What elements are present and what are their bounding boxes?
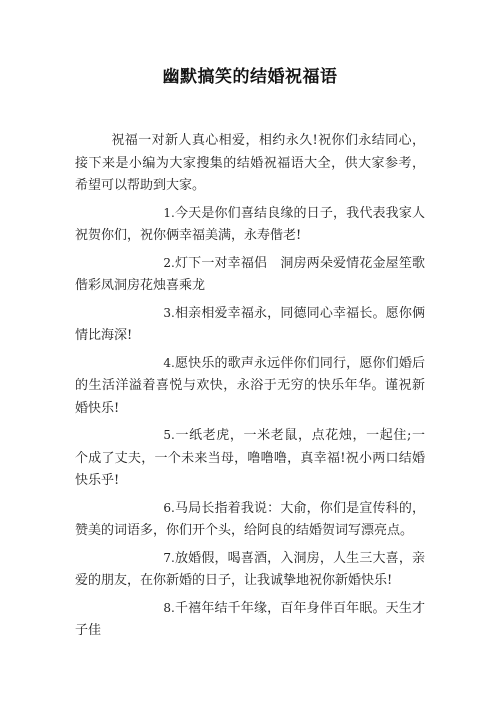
list-item	[75, 547, 425, 593]
item-number: 4.	[163, 355, 175, 370]
item-number: 5.	[163, 428, 175, 442]
item-text: 千禧年结千年缘，百年身伴百年眠。天生才子佳	[75, 600, 425, 638]
list-item	[75, 302, 425, 348]
item-number: 1.	[163, 205, 175, 220]
item-number: 3.	[163, 305, 175, 320]
list-item	[75, 352, 425, 421]
item-text: 灯下一对幸福侣 洞房两朵爱情花金屋笙歌偕彩凤洞房花烛喜乘龙	[75, 255, 425, 293]
item-number: 2.	[163, 255, 175, 270]
item-text: 相亲相爱幸福永，同德同心幸福长。愿你俩情比海深!	[75, 305, 425, 343]
list-item	[75, 497, 425, 543]
item-text: 马局长指着我说：大俞，你们是宣传科的，赞美的词语多，你们开个头，给阿良的结婚贺词写漂亮点。	[75, 500, 425, 538]
document-title: 幽默搞笑的结婚祝福语	[162, 67, 338, 87]
list-item	[75, 424, 425, 493]
intro-paragraph: 祝福一对新人真心相爱，相约永久!祝你们永结同心，接下来是小编为大家搜集的结婚祝福语大全，供大家参考，希望可以帮助到大家。	[75, 133, 425, 193]
item-text: 一纸老虎，一米老鼠，点花烛，一起住;一个成了丈夫，一个未来当母，噜噜噜，真幸福!祝小两口结婚快乐乎!	[75, 428, 425, 488]
item-text: 放婚假，喝喜酒，入洞房，人生三大喜，亲爱的朋友，在你新婚的日子，让我诚挚地祝你新婚快乐!	[75, 550, 425, 588]
list-item	[75, 252, 425, 298]
item-number: 7.	[163, 550, 175, 565]
list-item	[75, 202, 425, 248]
item-text: 愿快乐的歌声永远伴你们同行，愿你们婚后的生活洋溢着喜悦与欢快，永浴于无穷的快乐年华。谨祝新婚快乐!	[75, 355, 425, 416]
item-number: 8.	[163, 600, 175, 615]
list-item	[75, 597, 425, 643]
item-number: 6.	[163, 500, 175, 515]
item-text: 今天是你们喜结良缘的日子，我代表我家人祝贺你们，祝你俩幸福美满，永寿偕老!	[75, 205, 425, 243]
